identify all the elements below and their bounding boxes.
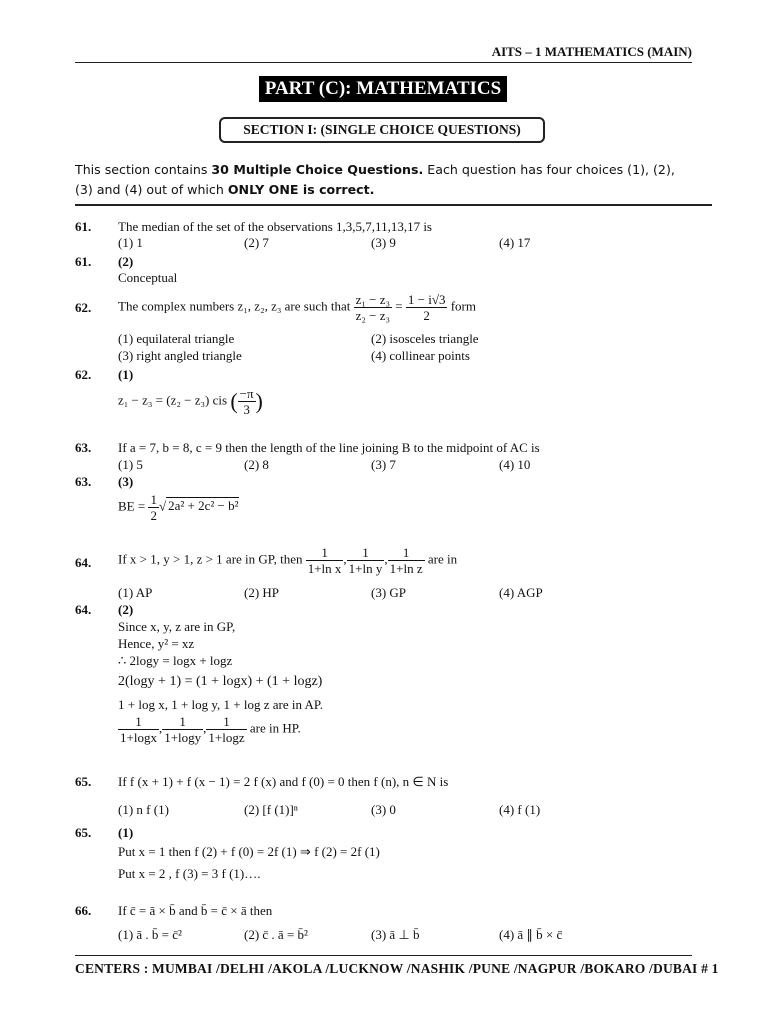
numerator: 1 bbox=[362, 545, 369, 560]
question-number: 62. bbox=[75, 300, 92, 315]
solution-fractions: $\frac{1}{1+\log x}$ , $\frac{1}{1+\log y}$ , $\frac{1}{1+\log z}$ are in HP. bbox=[120, 714, 301, 745]
option-4: (4) collinear points bbox=[371, 348, 470, 363]
page-number: # 1 bbox=[701, 961, 719, 976]
option-3: (3) 0 bbox=[371, 802, 396, 817]
solution-line: Put x = 2 , f (3) = 3 f (1)…. bbox=[118, 866, 261, 881]
solution-line: Since x, y, z are in GP, bbox=[118, 619, 236, 634]
answer-number: 61. bbox=[75, 254, 92, 269]
option-2: (2) [f (1)]ⁿ bbox=[244, 802, 298, 817]
fraction bbox=[148, 492, 159, 523]
numerator: 1 − i√3 bbox=[407, 292, 446, 307]
question-text: If f (x + 1) + f (x − 1) = 2 f (x) and f (0) = 0 then f (n), n ∈ N is bbox=[118, 774, 449, 789]
question-number: 64. bbox=[75, 555, 92, 570]
part-title: PART (C): MATHEMATICS bbox=[259, 76, 507, 102]
denominator: 2 bbox=[406, 307, 448, 323]
option-4: (4) 10 bbox=[499, 457, 531, 472]
intro-bold-2: ONLY ONE is correct. bbox=[227, 182, 375, 197]
intro-text-1: This section contains bbox=[75, 162, 212, 177]
solution-equation: z₁ − z₃ = (z₂ − z₃) cis ( $\frac{-\pi}{3}$ ) bbox=[118, 386, 263, 417]
question-number: 65. bbox=[75, 774, 92, 789]
option-2: (2) isosceles triangle bbox=[371, 331, 479, 346]
option-1: (1) AP bbox=[118, 585, 153, 600]
solution-line: Put x = 1 then f (2) + f (0) = 2f (1) ⇒ f (2) = 2f (1) bbox=[118, 844, 380, 859]
section-intro bbox=[75, 160, 695, 200]
solution-text: BE = bbox=[118, 498, 146, 514]
answer-key: (2) bbox=[118, 254, 134, 269]
fraction bbox=[238, 386, 256, 417]
question-text: The median of the set of the observations 1,3,5,7,11,13,17 is bbox=[118, 219, 432, 234]
question-text: If a = 7, b = 8, c = 9 then the length of the line joining B to the midpoint of AC is bbox=[118, 440, 540, 455]
solution-line: ∴ 2logy = logx + logz bbox=[118, 653, 233, 668]
footer-centers bbox=[75, 961, 719, 977]
solution-text: z₁ − z₃ = (z₂ − z₃) cis bbox=[118, 392, 228, 408]
question-number: 63. bbox=[75, 440, 92, 455]
denominator: 1+ln y bbox=[348, 561, 383, 576]
numerator: −π bbox=[239, 386, 254, 401]
denominator: 3 bbox=[238, 401, 256, 417]
option-3: (3) right angled triangle bbox=[118, 348, 242, 363]
header-rule bbox=[75, 62, 692, 63]
solution-tail: are in HP. bbox=[249, 720, 301, 736]
fraction bbox=[354, 292, 392, 323]
fraction bbox=[406, 292, 448, 323]
option-1: (1) 1 bbox=[118, 235, 143, 250]
fraction bbox=[118, 714, 159, 745]
question-text: If c̄ = ā × b̄ and b̄ = c̄ × ā then bbox=[118, 903, 273, 918]
intro-rule bbox=[75, 204, 712, 206]
solution-line: Hence, y² = xz bbox=[118, 636, 195, 651]
question-text-line bbox=[118, 292, 476, 323]
page-header: AITS – 1 MATHEMATICS (MAIN) bbox=[491, 44, 692, 59]
numerator: 1 bbox=[223, 714, 230, 729]
numerator: 1 bbox=[402, 545, 410, 560]
solution-line: 2(logy + 1) = (1 + logx) + (1 + logz) bbox=[118, 674, 323, 689]
option-3: (3) 9 bbox=[371, 235, 396, 250]
question-tail: are in bbox=[427, 551, 458, 567]
option-4: (4) ā ∥ b̄ × c̄ bbox=[499, 927, 563, 942]
fraction bbox=[347, 545, 385, 576]
question-number: 61. bbox=[75, 219, 92, 234]
intro-bold-1: 30 Multiple Choice Questions. bbox=[211, 162, 424, 177]
numerator: 1 bbox=[135, 714, 142, 729]
footer-rule bbox=[75, 955, 692, 956]
fraction bbox=[206, 714, 246, 745]
denominator: 2 bbox=[150, 508, 157, 523]
denominator: 1+logx bbox=[120, 730, 157, 745]
answer-number: 63. bbox=[75, 474, 92, 489]
solution-text: Conceptual bbox=[118, 270, 178, 285]
denominator: 1+logy bbox=[164, 730, 202, 745]
solution-equation bbox=[118, 492, 239, 523]
denominator: 1+logz bbox=[208, 730, 245, 745]
option-3: (3) ā ⊥ b̄ bbox=[371, 927, 420, 942]
answer-key: (2) bbox=[118, 602, 134, 617]
question-text: If x > 1, y > 1, z > 1 are in GP, then bbox=[118, 551, 303, 567]
fraction bbox=[388, 545, 425, 576]
fraction bbox=[162, 714, 203, 745]
numerator: 1 bbox=[321, 545, 328, 560]
solution-line: 1 + log x, 1 + log y, 1 + log z are in AP. bbox=[118, 697, 323, 712]
sqrt-radicand: 2a² + 2c² − b² bbox=[168, 498, 239, 514]
option-2: (2) c̄ . ā = b̄² bbox=[244, 927, 308, 942]
option-3: (3) 7 bbox=[371, 457, 396, 472]
section-title: SECTION I: (SINGLE CHOICE QUESTIONS) bbox=[219, 117, 545, 143]
answer-number: 64. bbox=[75, 602, 92, 617]
numerator: z₁ − z₃ bbox=[355, 292, 391, 307]
option-4: (4) AGP bbox=[499, 585, 543, 600]
intro-text-2: Each question has four choices (1), (2), (3) and (4) out of which bbox=[75, 162, 675, 197]
answer-key: (3) bbox=[118, 474, 134, 489]
option-1: (1) n f (1) bbox=[118, 802, 169, 817]
denominator: 1+ln x bbox=[307, 561, 342, 576]
sqrt-sign: √ bbox=[158, 498, 167, 514]
answer-key: (1) bbox=[118, 367, 134, 382]
question-tail: form bbox=[450, 298, 476, 314]
option-1: (1) 5 bbox=[118, 457, 143, 472]
numerator: 1 bbox=[150, 492, 157, 507]
numerator: 1 bbox=[179, 714, 186, 729]
option-4: (4) 17 bbox=[499, 235, 531, 250]
option-4: (4) f (1) bbox=[499, 802, 541, 817]
equals-sign: = bbox=[395, 298, 403, 314]
question-text: The complex numbers z₁, z₂, z₃ are such that bbox=[118, 298, 351, 314]
option-1: (1) equilateral triangle bbox=[118, 331, 235, 346]
denominator: 1+ln z bbox=[389, 561, 423, 576]
question-text-line: If x > 1, y > 1, z > 1 are in GP, then $\frac{1}{\text{1+ln x}}$ , $\frac{1}{\text{1+ln y}}$ , $\frac{1}{\text{1+ln z}}$ are in bbox=[118, 545, 458, 576]
option-1: (1) ā . b̄ = c̄² bbox=[118, 927, 182, 942]
answer-number: 65. bbox=[75, 825, 92, 840]
option-3: (3) GP bbox=[371, 585, 407, 600]
answer-key: (1) bbox=[118, 825, 134, 840]
centers-list: CENTERS : MUMBAI /DELHI /AKOLA /LUCKNOW /NASHIK /PUNE /NAGPUR /BOKARO /DUBAI bbox=[75, 961, 698, 976]
answer-number: 62. bbox=[75, 367, 92, 382]
option-2: (2) HP bbox=[244, 585, 280, 600]
question-number: 66. bbox=[75, 903, 92, 918]
fraction bbox=[306, 545, 344, 576]
denominator: z₂ − z₃ bbox=[355, 308, 391, 323]
option-2: (2) 8 bbox=[244, 457, 269, 472]
option-2: (2) 7 bbox=[244, 235, 269, 250]
